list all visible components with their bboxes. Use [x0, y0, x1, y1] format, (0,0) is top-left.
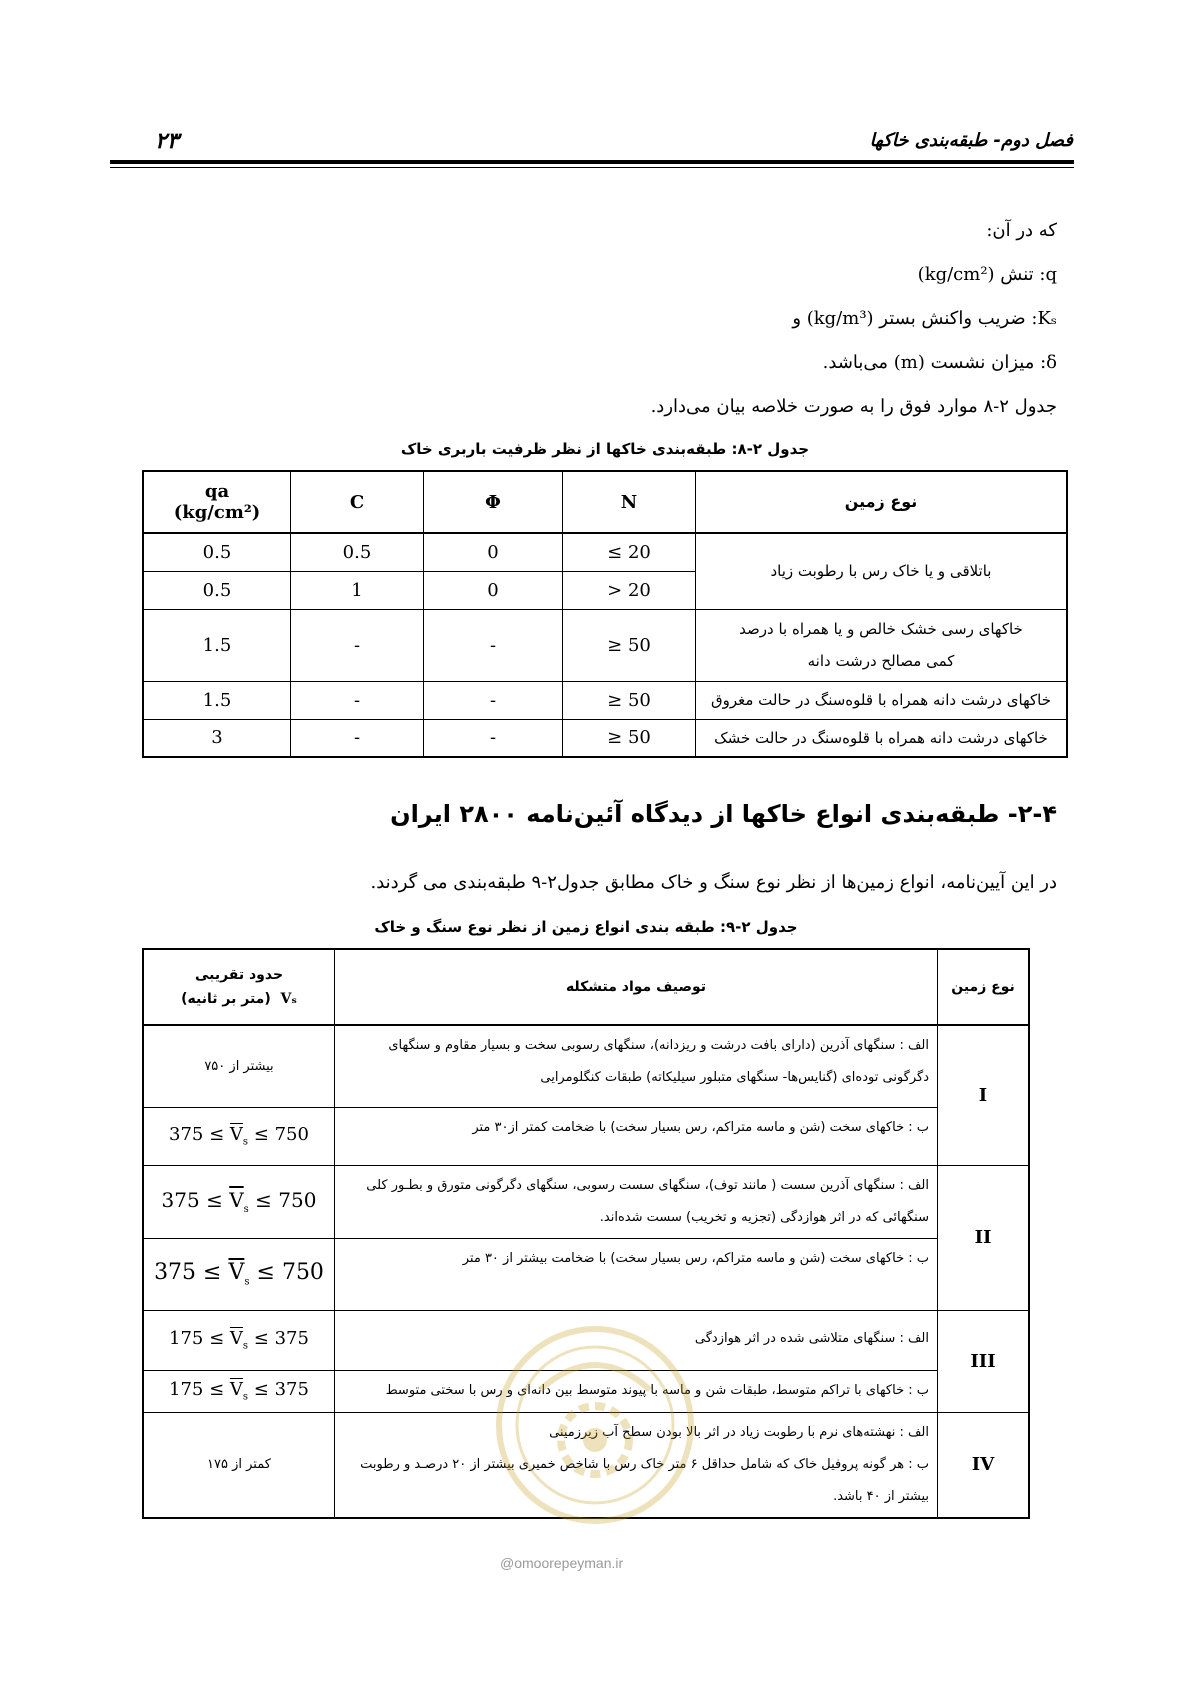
cell-n: ≤ 20	[563, 533, 696, 571]
cell-qa: 1.5	[143, 609, 291, 681]
cell-c: 1	[291, 571, 424, 609]
zone-label: IV	[938, 1412, 1030, 1518]
table-row	[143, 609, 1067, 681]
header-qa	[143, 471, 291, 533]
watermark-logo	[490, 1320, 700, 1530]
cell-desc-a: الف : نهشته‌های نرم با رطوبت زیاد در اثر بالا بودن سطح آب زیرزمینی	[549, 1424, 929, 1440]
header-qa-symbol: qa	[204, 481, 230, 502]
cell-n: ≥ 50	[563, 681, 696, 719]
vs-lower: 175 ≤	[169, 1379, 225, 1401]
cell-desc: الف : سنگهای آذرین سست ( مانند توف)، سنگهای سست رسوبی، سنگهای دگرگونی متورق و بطـور کلی سنگهائی که در اثر هوازدگی (تجزیه و تخریب) سست شده‌اند.	[335, 1165, 938, 1238]
section-paragraph: در این آیین‌نامه، انواع زمین‌ها از نظر نوع سنگ و خاک مطابق جدول۲-۹ طبقه‌بندی می گردند.	[370, 872, 1057, 893]
cell-soil: خاکهای درشت دانه همراه با قلوه‌سنگ در حالت خشک	[696, 719, 1068, 757]
cell-phi: 0	[424, 571, 563, 609]
header-soil-type: نوع زمین	[696, 471, 1068, 533]
vs-lower: 375 ≤	[154, 1260, 222, 1286]
running-head: فصل دوم- طبقه‌بندی خاکها	[869, 130, 1073, 151]
cell-vs	[143, 1107, 335, 1165]
vs-subscript: s	[242, 1136, 249, 1148]
cell-soil: خاکهای درشت دانه همراه با قلوه‌سنگ در حالت مغروق	[696, 681, 1068, 719]
header-vs-symbol: Vₛ	[280, 991, 297, 1007]
table2-caption: جدول ۲-۹: طبقه بندی انواع زمین از نظر نوع سنگ و خاک	[374, 918, 798, 936]
cell-c: -	[291, 609, 424, 681]
vs-subscript: s	[243, 1204, 249, 1215]
cell-c: 0.5	[291, 533, 424, 571]
vs-lower: 375 ≤	[169, 1124, 225, 1146]
cell-phi: -	[424, 609, 563, 681]
table-row	[143, 719, 1067, 757]
header-c: C	[291, 471, 424, 533]
cell-phi: -	[424, 719, 563, 757]
header-rule-thin	[110, 167, 1074, 168]
intro-line: جدول ۲-۸ موارد فوق را به صورت خلاصه بیان می‌دارد.	[650, 396, 1057, 417]
cell-desc: ب : خاکهای سخت (شن و ماسه متراکم، رس بسیار سخت) با ضخامت کمتر از۳۰ متر	[335, 1107, 938, 1165]
vs-upper: ≤ 750	[255, 1188, 317, 1212]
cell-phi: 0	[424, 533, 563, 571]
header-vs	[143, 949, 335, 1025]
vs-symbol: $\overline{V}$	[229, 1379, 243, 1401]
vs-upper: ≤ 750	[256, 1260, 324, 1286]
cell-qa: 3	[143, 719, 291, 757]
intro-line: که در آن:	[986, 220, 1057, 241]
table-row	[143, 1165, 1029, 1238]
intro-line: Kₛ: ضریب واکنش بستر (kg/m³) و	[792, 308, 1057, 329]
cell-n: > 20	[563, 571, 696, 609]
header-zone: نوع زمین	[938, 949, 1030, 1025]
table-row	[143, 681, 1067, 719]
cell-phi: -	[424, 681, 563, 719]
table-row	[143, 1025, 1029, 1107]
vs-lower: 175 ≤	[169, 1328, 225, 1350]
cell-c: -	[291, 681, 424, 719]
cell-vs	[143, 1238, 335, 1310]
cell-desc: ب : خاکهای با تراکم متوسط، طبقات شن و ماسه با پیوند متوسط بین دانه‌ای و رس با سختی متوسط	[335, 1370, 938, 1412]
vs-symbol: $\overline{V}$	[228, 1260, 245, 1286]
vs-symbol: $\overline{V}$	[229, 1328, 243, 1350]
bearing-capacity-table	[142, 470, 1068, 758]
intro-line: q: تنش (kg/cm²)	[917, 264, 1057, 285]
vs-upper: ≤ 750	[253, 1124, 309, 1146]
zone-label: I	[938, 1025, 1030, 1165]
vs-subscript: s	[242, 1391, 249, 1403]
page-number: ۲۳	[155, 128, 179, 154]
header-desc: توصیف مواد متشکله	[335, 949, 938, 1025]
cell-n: ≥ 50	[563, 719, 696, 757]
watermark-url: @omoorepeyman.ir	[500, 1555, 624, 1571]
cell-vs	[143, 1310, 335, 1370]
zone-label: II	[938, 1165, 1030, 1310]
cell-vs	[143, 1370, 335, 1412]
cell-qa: 1.5	[143, 681, 291, 719]
vs-upper: ≤ 375	[253, 1328, 309, 1350]
cell-vs: بیشتر از ۷۵۰	[143, 1025, 335, 1107]
section-heading: ۲-۴- طبقه‌بندی انواع خاکها از دیدگاه آئین‌نامه ۲۸۰۰ ایران	[390, 800, 1057, 828]
cell-qa: 0.5	[143, 571, 291, 609]
intro-line: δ: میزان نشست (m) می‌باشد.	[822, 352, 1057, 373]
zone-label: III	[938, 1310, 1030, 1412]
table-row	[143, 1238, 1029, 1310]
header-n: N	[563, 471, 696, 533]
cell-desc-b: ب : هر گونه پروفیل خاک که شامل حداقل ۶ متر خاک رس با شاخص خمیری بیشتر از ۲۰ درصـد و رطوبت بیشتر از ۴۰ باشد.	[360, 1456, 929, 1504]
cell-desc: ب : خاکهای سخت (شن و ماسه متراکم، رس بسیار سخت) با ضخامت بیشتر از ۳۰ متر	[335, 1238, 938, 1310]
table-row	[143, 533, 1067, 571]
cell-desc: الف : سنگهای متلاشی شده در اثر هوازدگی	[335, 1310, 938, 1370]
header-vs-line1: حدود تقریبی	[194, 967, 284, 983]
vs-symbol: $\overline{V}$	[229, 1188, 244, 1212]
table-row	[143, 1107, 1029, 1165]
cell-soil: خاکهای رسی خشک خالص و یا همراه با درصد کمی مصالح درشت دانه	[696, 609, 1068, 681]
cell-vs: کمتر از ۱۷۵	[143, 1412, 335, 1518]
vs-upper: ≤ 375	[253, 1379, 309, 1401]
vs-subscript: s	[242, 1340, 249, 1352]
header-phi: Φ	[424, 471, 563, 533]
cell-c: -	[291, 719, 424, 757]
vs-symbol: $\overline{V}$	[229, 1124, 243, 1146]
header-qa-unit: (kg/cm²)	[173, 502, 261, 523]
cell-desc: الف : سنگهای آذرین (دارای بافت درشت و ریزدانه)، سنگهای رسوبی سخت و بسیار مقاوم و سنگهای دگرگونی توده‌ای (گنایس‌ها- سنگهای متبلور سیلیکاته) طبقات کنگلومرایی	[335, 1025, 938, 1107]
cell-n: ≥ 50	[563, 609, 696, 681]
vs-lower: 375 ≤	[161, 1188, 223, 1212]
table1-caption: جدول ۲-۸: طبقه‌بندی خاکها از نظر ظرفیت باربری خاک	[400, 440, 810, 458]
vs-subscript: s	[244, 1276, 250, 1288]
header-vs-line2: (متر بر ثانیه)	[181, 991, 271, 1007]
cell-vs	[143, 1165, 335, 1238]
header-rule	[110, 160, 1074, 164]
cell-soil: باتلاقی و یا خاک رس با رطوبت زیاد	[696, 533, 1068, 609]
cell-qa: 0.5	[143, 533, 291, 571]
